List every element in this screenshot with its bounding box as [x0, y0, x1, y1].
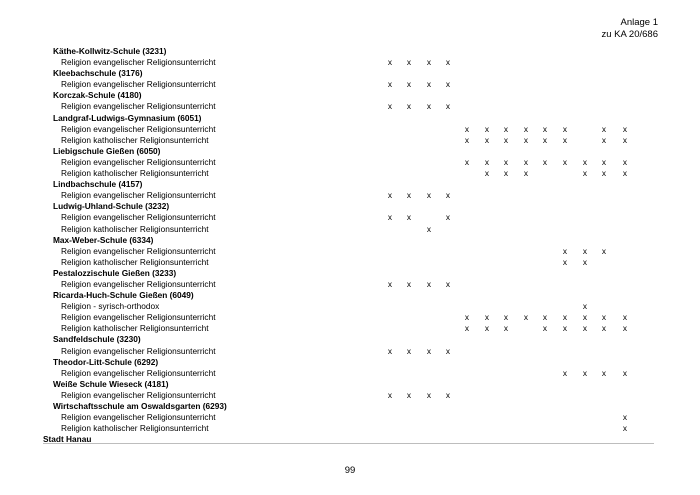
grade-mark: x	[484, 168, 490, 179]
grade-mark: x	[406, 79, 412, 90]
grade-mark: x	[601, 123, 607, 134]
page-number: 99	[344, 465, 356, 476]
grade-mark: x	[464, 312, 470, 323]
subject-name: Religion - syrisch-orthodox	[61, 301, 160, 312]
grade-mark: x	[387, 345, 393, 356]
grade-mark: x	[426, 278, 432, 289]
grade-mark: x	[622, 323, 628, 334]
subject-row	[0, 124, 700, 135]
grade-mark: x	[622, 134, 628, 145]
grade-mark: x	[406, 345, 412, 356]
grade-mark: x	[445, 101, 451, 112]
subject-name: Religion katholischer Religionsunterricht	[61, 223, 209, 234]
grade-mark: x	[601, 134, 607, 145]
grade-mark: x	[622, 367, 628, 378]
grade-mark: x	[426, 389, 432, 400]
grade-mark: x	[387, 212, 393, 223]
grade-mark: x	[426, 223, 432, 234]
school-name: Max-Weber-Schule (6334)	[53, 234, 154, 245]
grade-mark: x	[503, 168, 509, 179]
subject-row	[0, 224, 700, 235]
grade-mark: x	[582, 312, 588, 323]
grade-mark: x	[523, 123, 529, 134]
grade-mark: x	[542, 134, 548, 145]
school-row	[0, 68, 700, 79]
grade-mark: x	[622, 168, 628, 179]
subject-row	[0, 312, 700, 323]
grade-mark: x	[445, 79, 451, 90]
grade-mark: x	[426, 190, 432, 201]
grade-mark: x	[484, 156, 490, 167]
grade-mark: x	[542, 123, 548, 134]
grade-mark: x	[426, 79, 432, 90]
grade-mark: x	[562, 245, 568, 256]
grade-mark: x	[562, 156, 568, 167]
grade-mark: x	[562, 312, 568, 323]
grade-mark: x	[523, 134, 529, 145]
subject-name: Religion evangelischer Religionsunterricht	[61, 156, 216, 167]
subject-row	[0, 346, 700, 357]
grade-mark: x	[387, 278, 393, 289]
grade-mark: x	[542, 312, 548, 323]
grade-mark: x	[426, 101, 432, 112]
grade-mark: x	[503, 134, 509, 145]
school-name: Landgraf-Ludwigs-Gymnasium (6051)	[53, 112, 202, 123]
school-name: Ludwig-Uhland-Schule (3232)	[53, 201, 170, 212]
grade-mark: x	[464, 156, 470, 167]
grade-mark: x	[542, 323, 548, 334]
subject-row	[0, 212, 700, 223]
document-header	[601, 17, 658, 40]
school-row	[0, 90, 700, 101]
grade-mark: x	[582, 367, 588, 378]
school-row	[0, 113, 700, 124]
divider-line	[43, 443, 654, 444]
subject-name: Religion katholischer Religionsunterricht	[61, 423, 209, 434]
grade-mark: x	[503, 123, 509, 134]
school-name: Liebigschule Gießen (6050)	[53, 145, 161, 156]
grade-mark: x	[426, 345, 432, 356]
subject-name: Religion katholischer Religionsunterricht	[61, 323, 209, 334]
grade-mark: x	[445, 345, 451, 356]
grade-mark: x	[601, 312, 607, 323]
grade-mark: x	[445, 389, 451, 400]
grade-mark: x	[562, 323, 568, 334]
school-name: Weiße Schule Wieseck (4181)	[53, 378, 169, 389]
grade-mark: x	[582, 156, 588, 167]
subject-name: Religion evangelischer Religionsunterricht	[61, 212, 216, 223]
subject-name: Religion evangelischer Religionsunterricht	[61, 412, 216, 423]
subject-name: Religion evangelischer Religionsunterricht	[61, 190, 216, 201]
school-row	[0, 235, 700, 246]
grade-mark: x	[503, 312, 509, 323]
grade-mark: x	[601, 245, 607, 256]
grade-mark: x	[503, 156, 509, 167]
grade-mark: x	[406, 389, 412, 400]
grade-mark: x	[523, 168, 529, 179]
grade-mark: x	[387, 57, 393, 68]
grade-mark: x	[387, 79, 393, 90]
school-row	[0, 379, 700, 390]
grade-mark: x	[582, 301, 588, 312]
grade-mark: x	[406, 278, 412, 289]
subject-name: Religion evangelischer Religionsunterricht	[61, 312, 216, 323]
grade-mark: x	[503, 323, 509, 334]
grade-mark: x	[562, 123, 568, 134]
subject-row	[0, 135, 700, 146]
school-name: Theodor-Litt-Schule (6292)	[53, 356, 159, 367]
grade-mark: x	[562, 134, 568, 145]
subject-name: Religion evangelischer Religionsunterricht	[61, 57, 216, 68]
grade-mark: x	[622, 123, 628, 134]
school-row	[0, 290, 700, 301]
grade-mark: x	[406, 190, 412, 201]
grade-mark: x	[445, 190, 451, 201]
grade-mark: x	[601, 367, 607, 378]
school-subject-table	[0, 46, 700, 445]
grade-mark: x	[464, 134, 470, 145]
subject-name: Religion evangelischer Religionsunterricht	[61, 389, 216, 400]
grade-mark: x	[523, 156, 529, 167]
school-row	[0, 179, 700, 190]
grade-mark: x	[445, 57, 451, 68]
subject-row	[0, 157, 700, 168]
subject-name: Religion katholischer Religionsunterricht	[61, 168, 209, 179]
subject-row	[0, 323, 700, 334]
school-name: Wirtschaftsschule am Oswaldsgarten (6293)	[53, 401, 227, 411]
grade-mark: x	[562, 256, 568, 267]
grade-mark: x	[484, 312, 490, 323]
grade-mark: x	[622, 312, 628, 323]
subject-row	[0, 390, 700, 401]
grade-mark: x	[484, 123, 490, 134]
subject-name: Religion katholischer Religionsunterricht	[61, 256, 209, 267]
grade-mark: x	[601, 323, 607, 334]
subject-row	[0, 190, 700, 201]
grade-mark: x	[582, 168, 588, 179]
school-name: Korczak-Schule (4180)	[53, 90, 142, 101]
grade-mark: x	[406, 212, 412, 223]
grade-mark: x	[582, 256, 588, 267]
grade-mark: x	[464, 123, 470, 134]
school-name: Lindbachschule (4157)	[53, 179, 143, 190]
subject-name: Religion evangelischer Religionsunterricht	[61, 79, 216, 90]
city-name: Stadt Hanau	[43, 434, 92, 445]
subject-row	[0, 101, 700, 112]
grade-mark: x	[484, 323, 490, 334]
subject-row	[0, 246, 700, 257]
school-name: Käthe-Kollwitz-Schule (3231)	[53, 46, 167, 56]
grade-mark: x	[582, 245, 588, 256]
subject-row	[0, 168, 700, 179]
school-row	[0, 334, 700, 345]
grade-mark: x	[406, 57, 412, 68]
subject-row	[0, 412, 700, 423]
subject-row	[0, 368, 700, 379]
subject-name: Religion evangelischer Religionsunterricht	[61, 367, 216, 378]
subject-row	[0, 301, 700, 312]
school-name: Kleebachschule (3176)	[53, 68, 143, 79]
school-name: Ricarda-Huch-Schule Gießen (6049)	[53, 290, 194, 301]
subject-row	[0, 279, 700, 290]
subject-row	[0, 423, 700, 434]
subject-row	[0, 57, 700, 68]
school-row	[0, 268, 700, 279]
grade-mark: x	[445, 278, 451, 289]
school-name: Sandfeldschule (3230)	[53, 334, 141, 345]
grade-mark: x	[387, 101, 393, 112]
grade-mark: x	[484, 134, 490, 145]
grade-mark: x	[622, 412, 628, 423]
grade-mark: x	[622, 423, 628, 434]
subject-row	[0, 257, 700, 268]
grade-mark: x	[406, 101, 412, 112]
reference-label: zu KA 20/686	[601, 28, 658, 40]
subject-name: Religion evangelischer Religionsunterricht	[61, 345, 216, 356]
school-row	[0, 201, 700, 212]
subject-name: Religion evangelischer Religionsunterricht	[61, 278, 216, 289]
annex-label: Anlage 1	[620, 17, 658, 28]
grade-mark: x	[562, 367, 568, 378]
school-name: Pestalozzischule Gießen (3233)	[53, 267, 177, 278]
grade-mark: x	[445, 212, 451, 223]
grade-mark: x	[582, 323, 588, 334]
subject-name: Religion evangelischer Religionsunterricht	[61, 123, 216, 134]
subject-name: Religion evangelischer Religionsunterricht	[61, 101, 216, 112]
grade-mark: x	[601, 168, 607, 179]
grade-mark: x	[523, 312, 529, 323]
grade-mark: x	[464, 323, 470, 334]
subject-row	[0, 79, 700, 90]
grade-mark: x	[601, 156, 607, 167]
school-row	[0, 401, 700, 412]
subject-name: Religion evangelischer Religionsunterricht	[61, 245, 216, 256]
grade-mark: x	[426, 57, 432, 68]
grade-mark: x	[387, 389, 393, 400]
grade-mark: x	[387, 190, 393, 201]
subject-name: Religion katholischer Religionsunterricht	[61, 134, 209, 145]
school-row	[0, 146, 700, 157]
school-row	[0, 46, 700, 57]
grade-mark: x	[542, 156, 548, 167]
school-row	[0, 357, 700, 368]
grade-mark: x	[622, 156, 628, 167]
